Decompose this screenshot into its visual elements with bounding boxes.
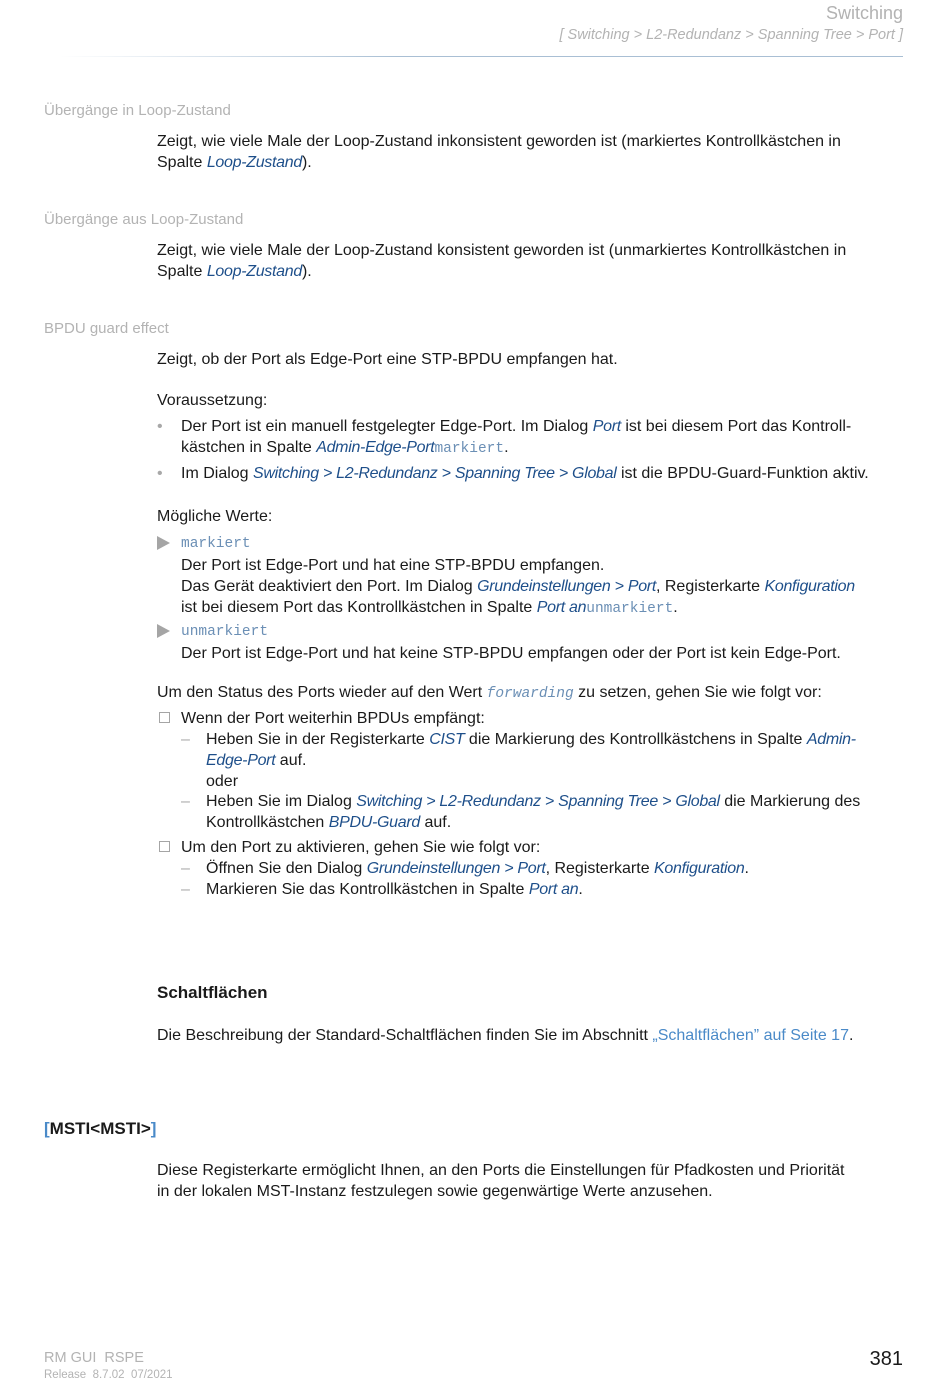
- option-1: Wenn der Port weiterhin BPDUs empfängt:: [157, 708, 909, 729]
- loop-in-description: Zeigt, wie viele Male der Loop-Zustand inkonsistent geworden ist (markiertes Kontrollkästchen in Spalte Loop-Zustand).: [157, 133, 841, 171]
- checkbox-bullet-icon: [159, 841, 170, 852]
- msti-description: Diese Registerkarte ermöglicht Ihnen, an den Ports die Einstellungen für Pfadkosten und Priorität in der lokalen MST-Instanz festzulegen sowie gegenwärtige Werte anzusehen.: [157, 1162, 845, 1200]
- option-2-step-2: – Markieren Sie das Kontrollkästchen in Spalte Port an.: [181, 881, 583, 898]
- section-label-loop-out: Übergänge aus Loop-Zustand: [44, 211, 244, 228]
- option-2: Um den Port zu aktivieren, gehen Sie wie folgt vor:: [157, 837, 909, 858]
- heading-msti: [MSTI<MSTI>]: [44, 1119, 157, 1138]
- buttons-description: Die Beschreibung der Standard-Schaltflächen finden Sie im Abschnitt „Schaltflächen” auf Seite 17.: [157, 1027, 854, 1044]
- heading-schaltflaechen: Schaltflächen: [157, 983, 268, 1002]
- breadcrumb: [ Switching > L2-Redundanz > Spanning Tree > Port ]: [559, 27, 903, 43]
- value-markiert: markiert Der Port ist Edge-Port und hat eine STP-BPDU empfangen. Das Gerät deaktiviert den Port. Im Dialog Grundeinstellungen > Port, Registerkarte Konfiguration ist bei diesem Port das Kontrollkästchen in Spalte Port anunmarkiert.: [157, 532, 909, 620]
- triangle-bullet-icon: [157, 536, 170, 550]
- footer-release: Release 8.7.02 07/2021: [44, 1369, 173, 1381]
- loop-out-description: Zeigt, wie viele Male der Loop-Zustand konsistent geworden ist (unmarkiertes Kontrollkästchen in Spalte Loop-Zustand).: [157, 242, 847, 280]
- footer-doc-name: RM GUI RSPE: [44, 1350, 144, 1366]
- prereq-title: Voraussetzung:: [157, 392, 268, 409]
- header-divider: [60, 56, 903, 57]
- dash-bullet-icon: –: [181, 731, 190, 748]
- prereq-item-1: • Der Port ist ein manuell festgelegter Edge-Port. Im Dialog Port ist bei diesem Port das Kontroll- kästchen in Spalte Admin-Edge-Portmarkiert.: [157, 418, 852, 457]
- dash-bullet-icon: –: [181, 793, 190, 810]
- triangle-bullet-icon: [157, 624, 170, 638]
- option-1-step-2: – Heben Sie im Dialog Switching > L2-Redundanz > Spanning Tree > Global die Markierung des Kontrollkästchen BPDU-Guard auf.: [181, 793, 861, 831]
- ref-loop-zustand: Loop-Zustand: [206, 154, 302, 171]
- bullet-icon: •: [157, 418, 163, 435]
- section-label-bpdu: BPDU guard effect: [44, 320, 169, 337]
- link-schaltflaechen[interactable]: „Schaltflächen” auf Seite 17: [652, 1027, 849, 1044]
- checkbox-bullet-icon: [159, 712, 170, 723]
- option-1-step-1: – Heben Sie in der Registerkarte CIST die Markierung des Kontrollkästchens in Spalte Admin- Edge-Port auf. oder: [181, 731, 856, 790]
- values-title: Mögliche Werte:: [157, 508, 273, 525]
- reset-intro: Um den Status des Ports wieder auf den Wert forwarding zu setzen, gehen Sie wie folgt vor:: [157, 684, 822, 702]
- option-2-step-1: – Öffnen Sie den Dialog Grundeinstellungen > Port, Registerkarte Konfiguration.: [181, 860, 749, 877]
- value-unmarkiert: unmarkiert Der Port ist Edge-Port und hat keine STP-BPDU empfangen oder der Port ist kein Edge-Port.: [157, 620, 909, 664]
- section-label-loop-in: Übergänge in Loop-Zustand: [44, 102, 231, 119]
- page-number: 381: [869, 1348, 903, 1370]
- page-header-title: Switching: [825, 3, 903, 23]
- ref-loop-zustand: Loop-Zustand: [206, 263, 302, 280]
- bpdu-intro: Zeigt, ob der Port als Edge-Port eine STP-BPDU empfangen hat.: [157, 351, 618, 368]
- dash-bullet-icon: –: [181, 860, 190, 877]
- prereq-item-2: • Im Dialog Switching > L2-Redundanz > Spanning Tree > Global ist die BPDU-Guard-Funktion aktiv.: [157, 465, 869, 482]
- dash-bullet-icon: –: [181, 881, 190, 898]
- bullet-icon: •: [157, 465, 163, 482]
